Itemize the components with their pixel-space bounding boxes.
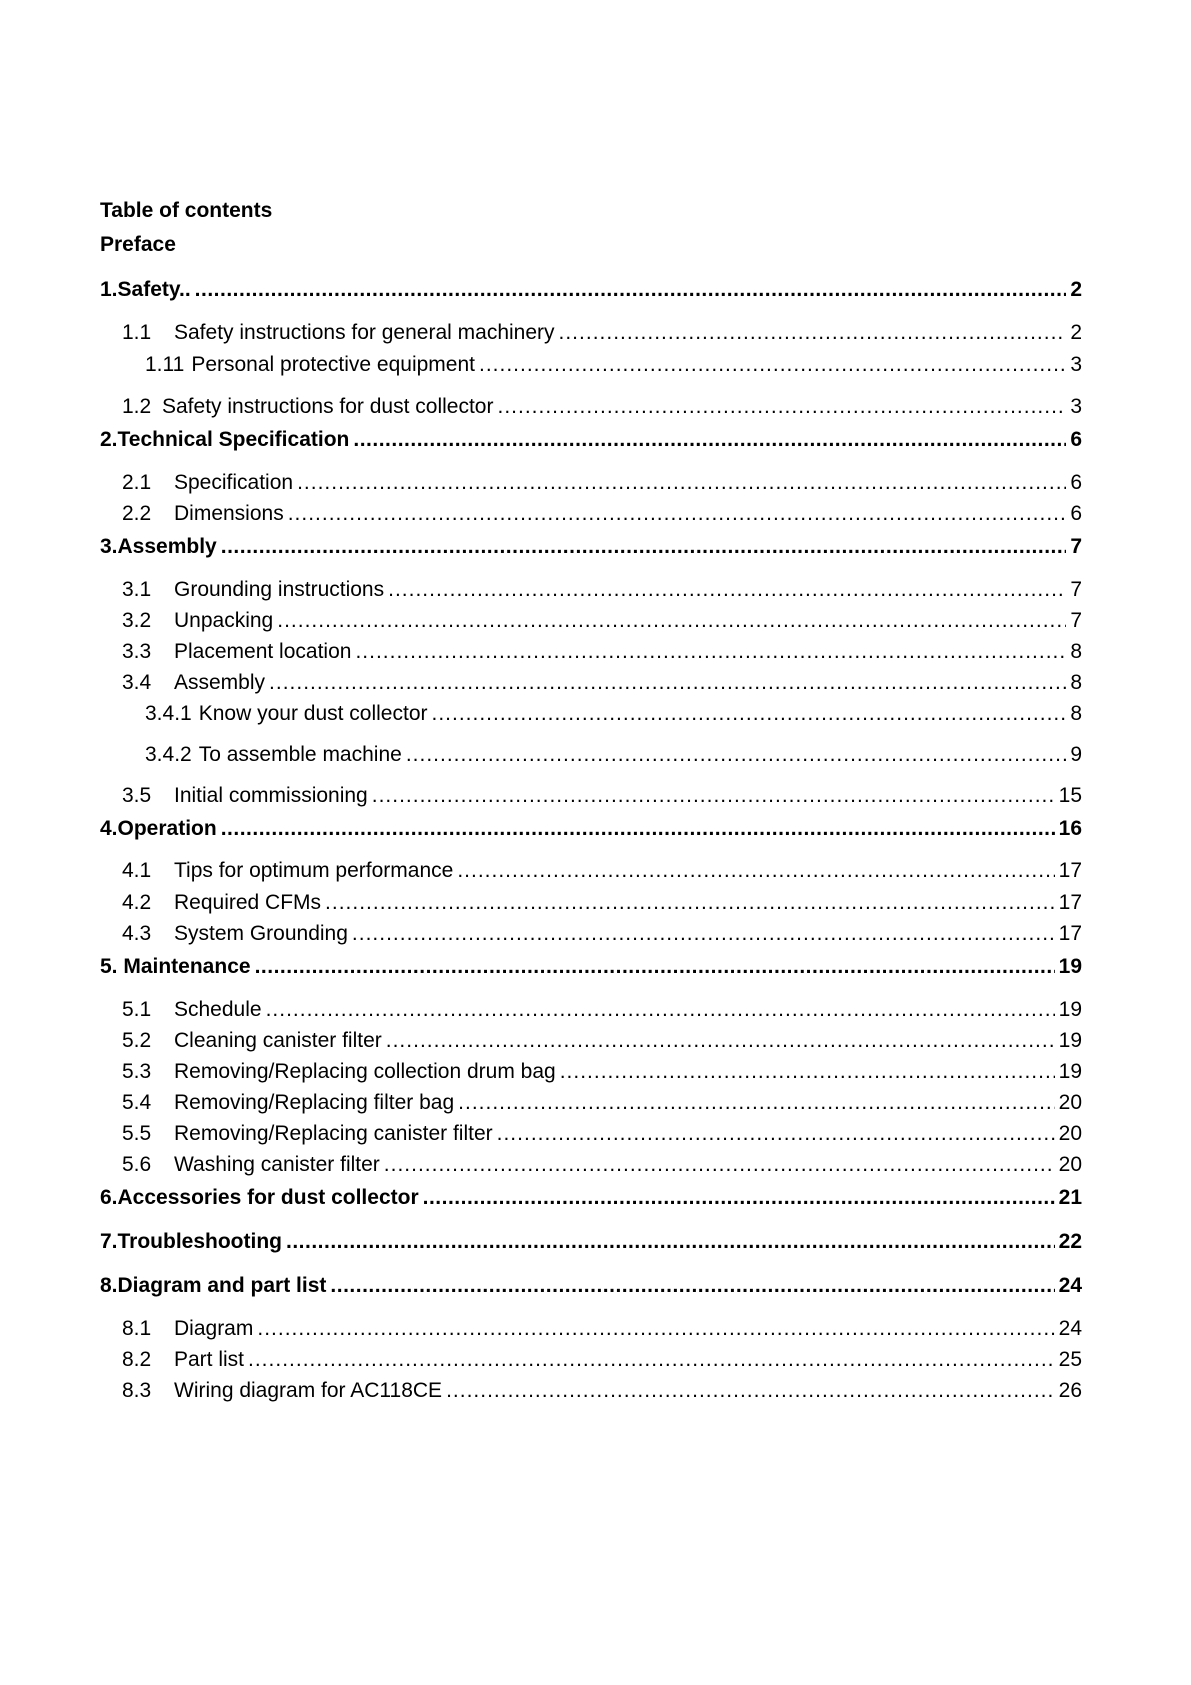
- toc-entry-title: Know your dust collector: [198, 702, 428, 725]
- toc-section: [0, 1273, 1191, 1299]
- toc-subsection: [0, 1121, 1191, 1147]
- toc-section: [0, 427, 1191, 453]
- toc-dot-leader: [288, 501, 1067, 527]
- preface-heading: Preface: [100, 233, 176, 256]
- toc-entry-title: Washing canister filter: [174, 1153, 380, 1176]
- toc-page-number: 16: [1058, 817, 1082, 840]
- toc-page-number: 3: [1070, 353, 1082, 376]
- toc-entry: [122, 320, 1082, 346]
- toc-entry: [100, 954, 1082, 980]
- toc-dot-leader: [286, 1229, 1055, 1255]
- toc-entry-title: Cleaning canister filter: [174, 1029, 382, 1052]
- toc-dot-leader: [497, 1121, 1055, 1147]
- toc-subsection: [0, 1059, 1191, 1085]
- toc-entry-number: 5.3: [122, 1060, 152, 1083]
- toc-entry-number: 3.2: [122, 609, 152, 632]
- toc-entry: [122, 577, 1082, 603]
- toc-page-number: 21: [1058, 1186, 1082, 1209]
- toc-entry: [122, 783, 1082, 809]
- toc-entry: [122, 1316, 1082, 1342]
- toc-entry-number: 1.1: [122, 321, 152, 344]
- toc-dot-leader: [457, 858, 1054, 884]
- toc-entry-number: 4.1: [122, 859, 152, 882]
- toc-page-number: 15: [1058, 784, 1082, 807]
- toc-entry-number: 3.3: [122, 640, 152, 663]
- toc-entry-title: System Grounding: [174, 922, 348, 945]
- toc-entry: [145, 352, 1082, 378]
- toc-dot-leader: [352, 921, 1055, 947]
- toc-page-number: 6: [1070, 502, 1082, 525]
- toc-subsubsection: [0, 742, 1191, 768]
- toc-subsection: [0, 577, 1191, 603]
- toc-dot-leader: [353, 427, 1066, 453]
- toc-entry-title: Removing/Replacing collection drum bag: [174, 1060, 556, 1083]
- toc-dot-leader: [277, 608, 1066, 634]
- toc-entry: [122, 1059, 1082, 1085]
- toc-subsection: [0, 320, 1191, 346]
- toc-entry-number: 4.3: [122, 922, 152, 945]
- toc-entry-title: 8.Diagram and part list: [100, 1274, 327, 1297]
- toc-page-number: 7: [1070, 578, 1082, 601]
- toc-subsection: [0, 1090, 1191, 1116]
- toc-entry-title: Personal protective equipment: [191, 353, 475, 376]
- toc-entry-title: Grounding instructions: [174, 578, 385, 601]
- toc-subsection: [0, 1347, 1191, 1373]
- toc-dot-leader: [330, 1273, 1054, 1299]
- toc-dot-leader: [560, 1059, 1055, 1085]
- toc-entry-title: Part list: [174, 1348, 245, 1371]
- toc-entry-number: 3.4.1: [145, 702, 192, 725]
- toc-dot-leader: [372, 783, 1055, 809]
- toc-entry-title: Safety instructions for general machinery: [174, 321, 555, 344]
- toc-subsection: [0, 1378, 1191, 1404]
- toc-subsection: [0, 890, 1191, 916]
- toc-entry-number: 8.2: [122, 1348, 152, 1371]
- toc-page-number: 25: [1058, 1348, 1082, 1371]
- toc-dot-leader: [384, 1152, 1055, 1178]
- toc-page-number: 17: [1058, 922, 1082, 945]
- toc-page-number: 24: [1058, 1317, 1082, 1340]
- toc-entry-title: Assembly: [174, 671, 266, 694]
- toc-entry-title: Safety instructions for dust collector: [162, 395, 494, 418]
- toc-section: [0, 954, 1191, 980]
- toc-page-number: 19: [1058, 1029, 1082, 1052]
- toc-section: [0, 534, 1191, 560]
- toc-entry: [122, 1121, 1082, 1147]
- toc-entry: [100, 816, 1082, 842]
- toc-entry-number: 5.1: [122, 998, 152, 1021]
- toc-page-number: 7: [1070, 609, 1082, 632]
- toc-dot-leader: [355, 639, 1066, 665]
- toc-page-number: 17: [1058, 859, 1082, 882]
- toc-dot-leader: [386, 1028, 1055, 1054]
- toc-page-number: 8: [1070, 671, 1082, 694]
- toc-page-number: 22: [1058, 1230, 1082, 1253]
- toc-page-number: 6: [1070, 471, 1082, 494]
- toc-subsubsection: [0, 352, 1191, 378]
- toc-title: Table of contents: [100, 199, 273, 222]
- toc-dot-leader: [559, 320, 1067, 346]
- toc-entry: [100, 1229, 1082, 1255]
- toc-entry: [100, 427, 1082, 453]
- toc-page-number: 2: [1070, 278, 1082, 301]
- toc-page-number: 8: [1070, 702, 1082, 725]
- toc-dot-leader: [388, 577, 1066, 603]
- toc-page-number: 7: [1070, 535, 1082, 558]
- toc-section: [0, 1185, 1191, 1211]
- toc-dot-leader: [446, 1378, 1055, 1404]
- toc-entry-title: Schedule: [174, 998, 262, 1021]
- toc-dot-leader: [432, 701, 1067, 727]
- toc-entry: [122, 1090, 1082, 1116]
- toc-page-number: 17: [1058, 891, 1082, 914]
- toc-section: [0, 1229, 1191, 1255]
- toc-subsection: [0, 470, 1191, 496]
- toc-entry: [100, 1185, 1082, 1211]
- toc-entry: [100, 277, 1082, 303]
- toc-entry-title: Removing/Replacing canister filter: [174, 1122, 493, 1145]
- toc-page-number: 2: [1070, 321, 1082, 344]
- toc-subsection: [0, 921, 1191, 947]
- toc-entry-title: 3.Assembly: [100, 535, 217, 558]
- toc-entry-title: Placement location: [174, 640, 352, 663]
- toc-entry-number: 8.1: [122, 1317, 152, 1340]
- toc-page-number: 26: [1058, 1379, 1082, 1402]
- toc-entry: [122, 1378, 1082, 1404]
- toc-entry-title: Unpacking: [174, 609, 274, 632]
- toc-entry-title: Initial commissioning: [174, 784, 368, 807]
- toc-entry: [122, 639, 1082, 665]
- toc-entry-title: Required CFMs: [174, 891, 322, 914]
- toc-entry-title: 5. Maintenance: [100, 955, 251, 978]
- toc-subsection: [0, 639, 1191, 665]
- toc-page-number: 19: [1058, 1060, 1082, 1083]
- toc-subsection: [0, 783, 1191, 809]
- toc-section: [0, 816, 1191, 842]
- toc-dot-leader: [195, 277, 1067, 303]
- toc-entry: [122, 1028, 1082, 1054]
- toc-page-number: 20: [1058, 1122, 1082, 1145]
- toc-entry-number: 8.3: [122, 1379, 152, 1402]
- toc-entry: [122, 921, 1082, 947]
- toc-dot-leader: [221, 534, 1067, 560]
- toc-dot-leader: [325, 890, 1055, 916]
- toc-page-number: 19: [1058, 998, 1082, 1021]
- toc-dot-leader: [269, 670, 1066, 696]
- toc-entry-title: Dimensions: [174, 502, 284, 525]
- toc-page-number: 20: [1058, 1091, 1082, 1114]
- toc-entry-number: 1.2: [122, 395, 152, 418]
- toc-page-number: 24: [1058, 1274, 1082, 1297]
- toc-entry-number: 5.4: [122, 1091, 152, 1114]
- toc-entry: [122, 470, 1082, 496]
- toc-entry-number: 2.2: [122, 502, 152, 525]
- toc-entry-number: 5.5: [122, 1122, 152, 1145]
- toc-entry-title: 2.Technical Specification: [100, 428, 350, 451]
- toc-dot-leader: [257, 1316, 1054, 1342]
- toc-entry: [122, 501, 1082, 527]
- toc-subsection: [0, 608, 1191, 634]
- toc-dot-leader: [221, 816, 1055, 842]
- toc-dot-leader: [266, 997, 1055, 1023]
- toc-entry: [122, 394, 1082, 420]
- toc-dot-leader: [458, 1090, 1054, 1116]
- toc-page-number: 9: [1070, 743, 1082, 766]
- toc-entry: [122, 1152, 1082, 1178]
- toc-dot-leader: [255, 954, 1055, 980]
- toc-entry-title: 1.Safety..: [100, 278, 191, 301]
- toc-subsection: [0, 501, 1191, 527]
- toc-subsection: [0, 1152, 1191, 1178]
- toc-entry-title: To assemble machine: [198, 743, 402, 766]
- toc-subsection: [0, 997, 1191, 1023]
- toc-subsection: [0, 1028, 1191, 1054]
- toc-subsection: [0, 1316, 1191, 1342]
- toc-entry: [122, 1347, 1082, 1373]
- toc-entry-title: Wiring diagram for AC118CE: [174, 1379, 443, 1402]
- toc-entry: [122, 997, 1082, 1023]
- toc-entry-number: 2.1: [122, 471, 152, 494]
- toc-page-number: 8: [1070, 640, 1082, 663]
- toc-entry: [122, 608, 1082, 634]
- toc-entry-number: 3.5: [122, 784, 152, 807]
- toc-subsection: [0, 670, 1191, 696]
- toc-subsubsection: [0, 701, 1191, 727]
- toc-entry: [100, 1273, 1082, 1299]
- toc-page-number: 20: [1058, 1153, 1082, 1176]
- toc-entry: [145, 742, 1082, 768]
- toc-dot-leader: [297, 470, 1066, 496]
- toc-dot-leader: [479, 352, 1066, 378]
- toc-page-number: 19: [1058, 955, 1082, 978]
- toc-subsection: [0, 394, 1191, 420]
- toc-dot-leader: [497, 394, 1066, 420]
- toc-entry: [122, 890, 1082, 916]
- toc-entry-number: 1.11: [145, 353, 185, 376]
- toc-entry-title: Diagram: [174, 1317, 254, 1340]
- toc-page-number: 3: [1070, 395, 1082, 418]
- toc-entry: [100, 534, 1082, 560]
- toc-entry-title: 7.Troubleshooting: [100, 1230, 282, 1253]
- toc-entry-title: Removing/Replacing filter bag: [174, 1091, 455, 1114]
- toc-entry: [122, 670, 1082, 696]
- toc-dot-leader: [248, 1347, 1055, 1373]
- toc-entry: [145, 701, 1082, 727]
- toc-entry-title: Tips for optimum performance: [174, 859, 454, 882]
- toc-subsection: [0, 858, 1191, 884]
- toc-section: [0, 277, 1191, 303]
- toc-entry: [122, 858, 1082, 884]
- toc-entry-title: 4.Operation: [100, 817, 217, 840]
- toc-entry-title: Specification: [174, 471, 294, 494]
- toc-dot-leader: [423, 1185, 1055, 1211]
- toc-page-number: 6: [1070, 428, 1082, 451]
- toc-entry-number: 5.6: [122, 1153, 152, 1176]
- toc-entry-number: 3.1: [122, 578, 152, 601]
- toc-dot-leader: [406, 742, 1066, 768]
- toc-entry-number: 4.2: [122, 891, 152, 914]
- toc-entry-number: 3.4.2: [145, 743, 192, 766]
- toc-entry-number: 5.2: [122, 1029, 152, 1052]
- toc-entry-title: 6.Accessories for dust collector: [100, 1186, 419, 1209]
- toc-entry-number: 3.4: [122, 671, 152, 694]
